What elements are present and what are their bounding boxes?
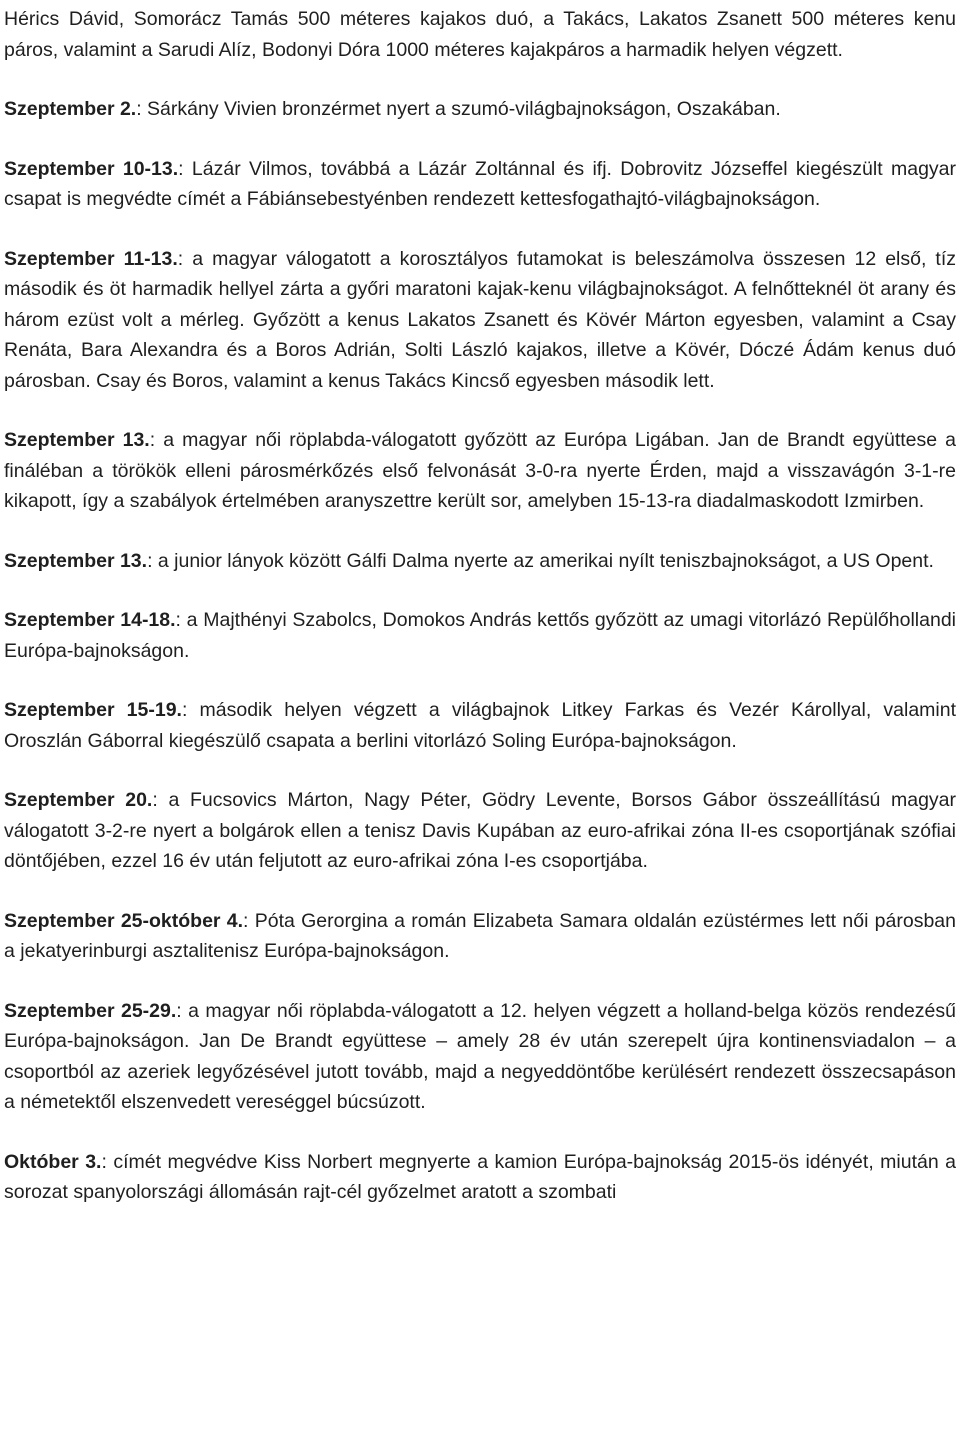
document-body [4, 0, 956, 1237]
entry-text: : a magyar női röplabda-válogatott győzött az Európa Ligában. Jan de Brandt együttese a fináléban a törökök elleni párosmérkőzés első felvonását 3-0-ra nyerte Érden, majd a visszavágón 3-1-re kikapott, így a szabályok értelmében aranyszettre került sor, amelyben 15-13-ra diadalmaskodott Izmirben. [4, 429, 957, 512]
entry-text: : címét megvédve Kiss Norbert megnyerte a kamion Európa-bajnokság 2015-ös idényét, miután a sorozat spanyolországi állomásán rajt-cél győzelmet aratott a szombati [4, 1150, 957, 1203]
paragraph-intro [4, 4, 956, 65]
entry-date: Október 3. [4, 1150, 102, 1173]
paragraph-entry [4, 1147, 956, 1208]
paragraph-entry [4, 244, 956, 397]
entry-date: Szeptember 2. [4, 98, 137, 120]
paragraph-entry [4, 425, 956, 517]
entry-date: Szeptember 25-29. [4, 999, 177, 1022]
entry-date: Szeptember 10-13. [4, 157, 179, 180]
paragraph-entry [4, 94, 956, 125]
entry-text: : Sárkány Vivien bronzérmet nyert a szumó-világbajnokságon, Oszakában. [136, 98, 781, 120]
paragraph-entry [4, 605, 956, 666]
paragraph-entry [4, 695, 956, 756]
entry-date: Szeptember 20. [4, 789, 153, 811]
entry-date: Szeptember 15-19. [4, 699, 182, 721]
paragraph-entry [4, 785, 956, 877]
entry-date: Szeptember 11-13. [4, 247, 178, 270]
entry-text: : a Fucsovics Márton, Nagy Péter, Gödry Levente, Borsos Gábor összeállítású magyar válogatott 3-2-re nyert a bolgárok ellen a tenisz Davis Kupában az euro-afrikai zóna II-es csoportjának szófiai döntőjében, ezzel 16 év után feljutott az euro-afrikai zóna I-es csoportjába. [4, 789, 957, 872]
entry-text: : a junior lányok között Gálfi Dalma nyerte az amerikai nyílt teniszbajnokságot, a US Opent. [147, 549, 934, 572]
paragraph-entry [4, 546, 956, 577]
paragraph-entry [4, 906, 956, 967]
entry-text: : Lázár Vilmos, továbbá a Lázár Zoltánnal és ifj. Dobrovitz Józseffel kiegészült magyar csapat is megvédte címét a Fábiánsebestyénben rendezett kettesfogathajtó-világbajnokságon. [4, 157, 957, 210]
entry-date: Szeptember 14-18. [4, 609, 176, 631]
entry-date: Szeptember 13. [4, 549, 148, 572]
paragraph-text: Hérics Dávid, Somorácz Tamás 500 méteres kajakos duó, a Takács, Lakatos Zsanett 500 méteres kenu páros, valamint a Sarudi Alíz, Bodonyi Dóra 1000 méteres kajakpáros a harmadik helyen végzett. [4, 8, 956, 61]
entry-date: Szeptember 25-október 4. [4, 909, 244, 932]
entry-text: : a magyar válogatott a korosztályos futamokat is beleszámolva összesen 12 első, tíz második és öt harmadik hellyel zárta a győri maratoni kajak-kenu világbajnokságot. A felnőtteknél öt arany és három ezüst volt a mérleg. Győzött a kenus Lakatos Zsanett és Kövér Márton egyesben, valamint a Csay Renáta, Bara Alexandra és a Boros Adrián, Solti László kajakos, illetve a Kövér, Dóczé Ádám kenus duó párosban. Csay és Boros, valamint a kenus Takács Kincső egyesben második lett. [4, 247, 956, 392]
entry-text: : második helyen végzett a világbajnok Litkey Farkas és Vezér Károllyal, valamint Oroszlán Gáborral kiegészülő csapata a berlini vitorlázó Soling Európa-bajnokságon. [4, 699, 957, 752]
entry-text: : Póta Gerorgina a román Elizabeta Samara oldalán ezüstérmes lett női párosban a jekatyerinburgi asztalitenisz Európa-bajnokságon. [4, 909, 956, 962]
entry-date: Szeptember 13. [4, 429, 150, 451]
paragraph-entry [4, 996, 956, 1118]
entry-text: : a Majthényi Szabolcs, Domokos András kettős győzött az umagi vitorlázó Repülőhollandi Európa-bajnokságon. [4, 609, 956, 662]
entry-text: : a magyar női röplabda-válogatott a 12. helyen végzett a holland-belga közös rendezésű Európa-bajnokságon. Jan De Brandt együttese – amely 28 év után szerepelt újra kontinensviadalon – a csoportból az azeriek legyőzésével jutott tovább, majd a negyeddöntőbe kerülésért rendezett összecsapáson a németektől elszenvedett vereséggel búcsúzott. [4, 999, 956, 1113]
paragraph-entry [4, 154, 956, 215]
